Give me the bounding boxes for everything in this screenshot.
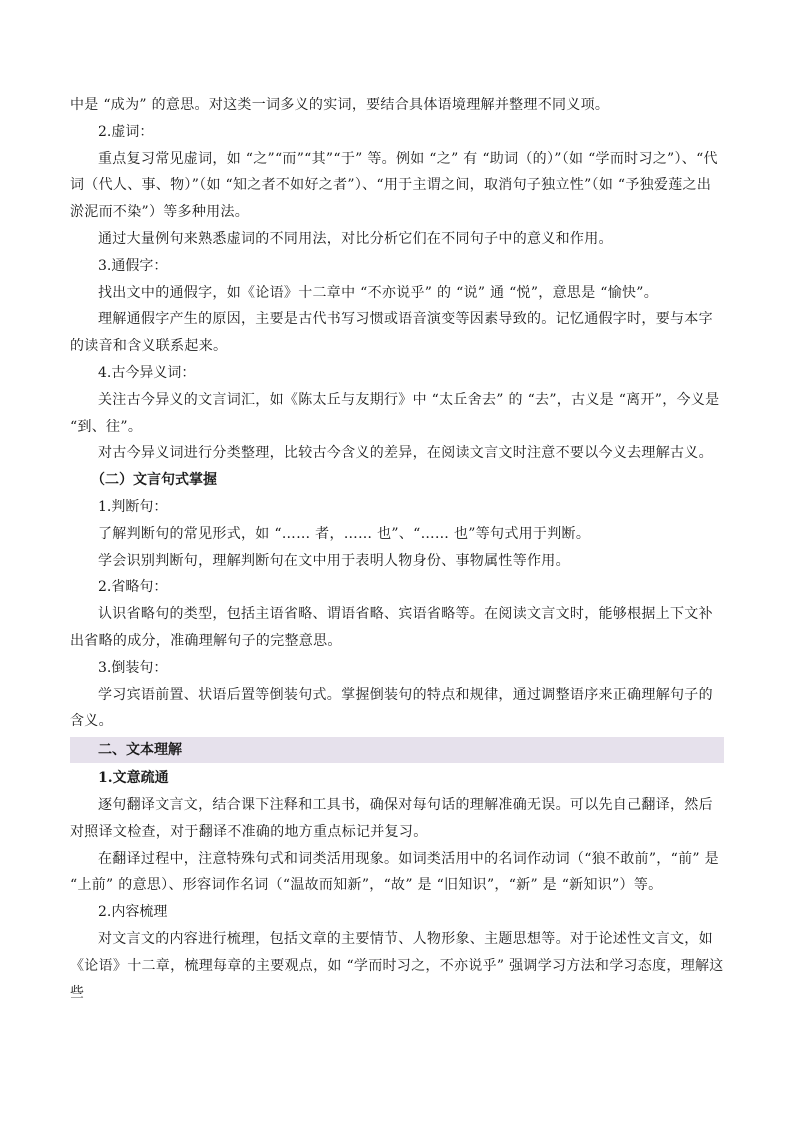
paragraph: 认识省略句的类型，包括主语省略、谓语省略、宾语省略等。在阅读文言文时，能够根据上下文补出省略的成分，准确理解句子的完整意思。 (70, 606, 713, 649)
paragraph: 找出文中的通假字，如《论语》十二章中 “不亦说乎” 的 “说” 通 “悦”，意思是 “愉快”。 (98, 284, 659, 301)
paragraph: 重点复习常见虚词，如 “之”“而”“其”“于” 等。例如 “之” 有 “助词（的）”（如 “学而时习之”）、“代词（代人、事、物）”（如 “知之者不如好之者”）、“用于主谓之间，取消句子独立性”（如 “予独爱莲之出淤泥而不染”）等多种用法。 (70, 150, 718, 221)
paragraph: 中是 “成为” 的意思。对这类一词多义的实词，要结合具体语境理解并整理不同义项。 (70, 97, 610, 113)
paragraph: 对古今异义词进行分类整理，比较古今含义的差异，在阅读文言文时注意不要以今义去理解古义。 (98, 445, 713, 462)
paragraph: 逐句翻译文言文，结合课下注释和工具书，确保对每句话的理解准确无误。可以先自己翻译，然后对照译文检查，对于翻译不准确的地方重点标记并复习。 (70, 796, 713, 840)
section-heading: 2.虚词： (98, 123, 154, 140)
paragraph: 了解判断句的常见形式，如 “…… 者，…… 也”、“…… 也”等句式用于判断。 (98, 525, 591, 542)
section-heading: 1.判断句： (98, 498, 168, 515)
paragraph: 理解通假字产生的原因，主要是古代书写习惯或语音演变等因素导致的。记忆通假字时，要与本字的读音和含义联系起来。 (70, 311, 713, 355)
section-heading: 2.内容梳理 (98, 904, 168, 921)
subsection-title: （二）文言句式掌握 (91, 472, 217, 489)
document-page (70, 92, 724, 1006)
paragraph: 学习宾语前置、状语后置等倒装句式。掌握倒装句的特点和规律，通过调整语序来正确理解句子的含义。 (70, 686, 713, 730)
paragraph: 关注古今异义的文言词汇，如《陈太丘与友期行》中 “太丘舍去” 的 “去”，古义是 “离开”，今义是 “到、往”。 (70, 391, 720, 435)
paragraph: 对文言文的内容进行梳理，包括文章的主要情节、人物形象、主题思想等。对于论述性文言文，如《论语》十二章，梳理每章的主要观点，如 “学而时习之，不亦说乎” 强调学习方法和学习态度，理解这些 (70, 930, 724, 1001)
section-heading: 3.通假字： (98, 257, 168, 274)
paragraph: 学会识别判断句，理解判断句在文中用于表明人物身份、事物属性等作用。 (98, 552, 570, 569)
section-heading: 2.省略句： (98, 579, 168, 596)
section-heading: 4.古今异义词： (98, 364, 196, 381)
section-heading-bold: 1.文意疏通 (98, 770, 169, 787)
section-heading: 3.倒装句： (98, 659, 168, 676)
paragraph: 通过大量例句来熟悉虚词的不同用法，对比分析它们在不同句子中的意义和作用。 (98, 230, 613, 247)
paragraph: 在翻译过程中，注意特殊句式和词类活用现象。如词类活用中的名词作动词（“狼不敢前”，“前” 是 “上前” 的意思）、形容词作名词（“温故而知新”，“故” 是 “旧知识”，“新” 是 “新知识”）等。 (70, 850, 719, 894)
section-title-bar: 二、文本理解 (70, 737, 724, 763)
